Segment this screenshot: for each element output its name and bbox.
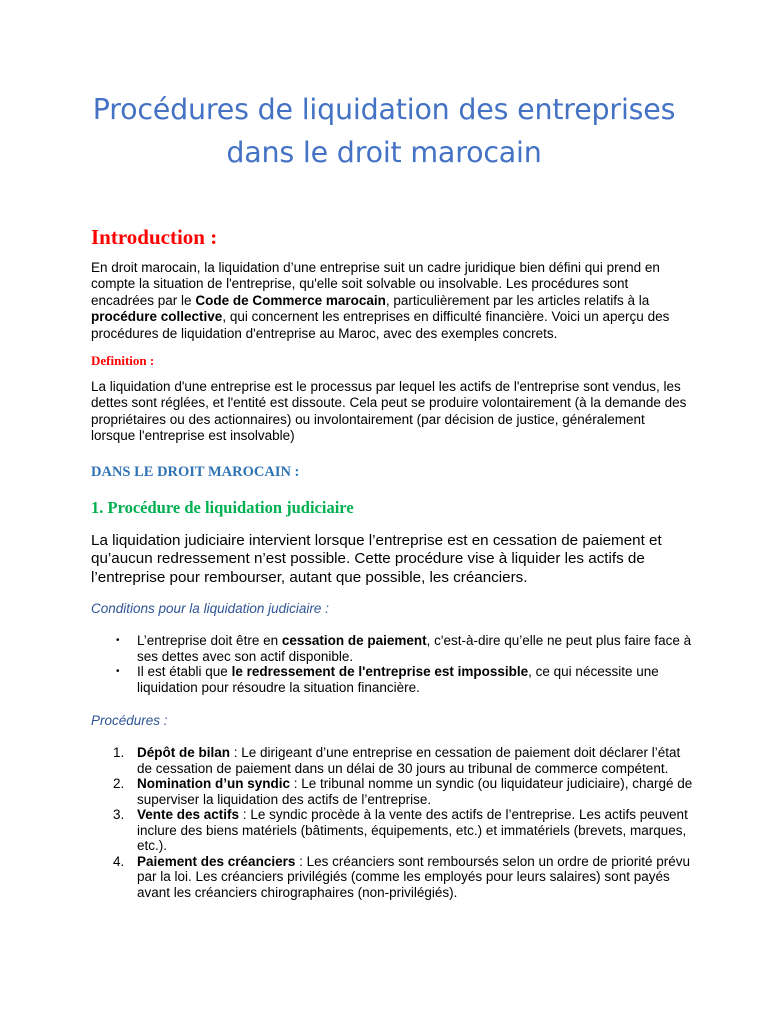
- list-number: 2.: [113, 776, 125, 791]
- procedures-list: [113, 745, 693, 900]
- procedures-list-item: [113, 854, 693, 901]
- conditions-list: [113, 633, 693, 695]
- condition-text-pre: Il est établi que: [137, 664, 232, 679]
- section-1-paragraph: La liquidation judiciaire intervient lorsque l’entreprise est en cessation de paiement et qu’aucun redressement n’est possible. Cette procédure vise à liquider les actifs de l’entreprise pour rembourser, autant que possible, les créanciers.: [91, 532, 662, 586]
- document-title-line-2: dans le droit marocain: [226, 136, 542, 169]
- procedure-step-text: : Le syndic procède à la vente des actifs de l’entreprise. Les actifs peuvent inclure des biens matériels (bâtiments, équipements, etc.) et immatériels (brevets, marques, etc.).: [137, 807, 688, 853]
- procedures-label: Procédures :: [91, 713, 168, 728]
- intro-text-2: , particulièrement par les articles relatifs à la: [385, 292, 650, 308]
- procedures-list-item: [113, 745, 693, 776]
- document-title-line-1: Procédures de liquidation des entreprises: [92, 93, 676, 126]
- conditions-list-item: [113, 633, 693, 664]
- condition-text-bold: le redressement de l'entreprise est impossible: [231, 664, 529, 679]
- procedures-list-item: [113, 776, 693, 807]
- procedure-step-title: Vente des actifs: [137, 807, 240, 822]
- procedure-step-title: Paiement des créanciers: [137, 853, 296, 869]
- droit-marocain-heading: DANS LE DROIT MAROCAIN :: [91, 464, 300, 480]
- procedure-step-text: : Le tribunal nomme un syndic (ou liquidateur judiciaire), chargé de superviser la liquidation des actifs de l’entreprise.: [137, 776, 693, 807]
- conditions-label: Conditions pour la liquidation judiciaire :: [91, 601, 329, 616]
- bullet-icon: •: [116, 635, 120, 646]
- condition-text-pre: L’entreprise doit être en: [137, 633, 282, 648]
- intro-bold-code-commerce: Code de Commerce marocain: [195, 292, 386, 308]
- definition-paragraph: La liquidation d'une entreprise est le processus par lequel les actifs de l'entreprise sont vendus, les dettes sont réglées, et l'entité est dissoute. Cela peut se produire volontairement (à la demande des propriétaires ou des actionnaires) ou involontairement (par décision de justice, généralement lorsque l'entreprise est insolvable): [91, 379, 687, 444]
- list-number: 3.: [113, 807, 125, 822]
- procedure-step-text: : Les créanciers sont remboursés selon un ordre de priorité prévu par la loi. Les créanciers privilégiés (comme les employés pour leurs salaires) sont payés avant les créanciers chirographaires (non-privilégiés).: [137, 853, 691, 900]
- intro-text-3: , qui concernent les entreprises en difficulté financière. Voici un aperçu des procédures de liquidation d'entreprise au Maroc, avec des exemples concrets.: [91, 309, 670, 341]
- document-title: [60, 88, 708, 174]
- conditions-list-item: [113, 664, 693, 695]
- procedures-list-item: [113, 807, 693, 854]
- intro-bold-procedure-collective: procédure collective: [91, 309, 223, 325]
- intro-text-1: En droit marocain, la liquidation d’une entreprise suit un cadre juridique bien défini qui prend en compte la situation de l'entreprise, qu'elle soit solvable ou insolvable. Les procédures sont encadrées par le: [91, 260, 660, 308]
- bullet-icon: •: [116, 666, 120, 677]
- list-number: 4.: [113, 853, 125, 869]
- condition-text-bold: cessation de paiement: [281, 633, 427, 648]
- section-1-heading: 1. Procédure de liquidation judiciaire: [91, 498, 354, 517]
- introduction-paragraph: [91, 260, 691, 342]
- procedure-step-title: Nomination d’un syndic: [137, 776, 291, 791]
- definition-heading: Definition :: [91, 353, 155, 368]
- condition-text-post: , ce qui nécessite une liquidation pour résoudre la situation financière.: [137, 664, 659, 695]
- list-number: 1.: [113, 745, 125, 760]
- procedure-step-text: : Le dirigeant d’une entreprise en cessation de paiement doit déclarer l’état de cessation de paiement dans un délai de 30 jours au tribunal de commerce compétent.: [137, 745, 681, 776]
- procedure-step-title: Dépôt de bilan: [137, 745, 231, 760]
- condition-text-post: , c'est-à-dire qu’elle ne peut plus faire face à ses dettes avec son actif disponible.: [137, 633, 692, 664]
- introduction-heading: Introduction :: [91, 225, 218, 249]
